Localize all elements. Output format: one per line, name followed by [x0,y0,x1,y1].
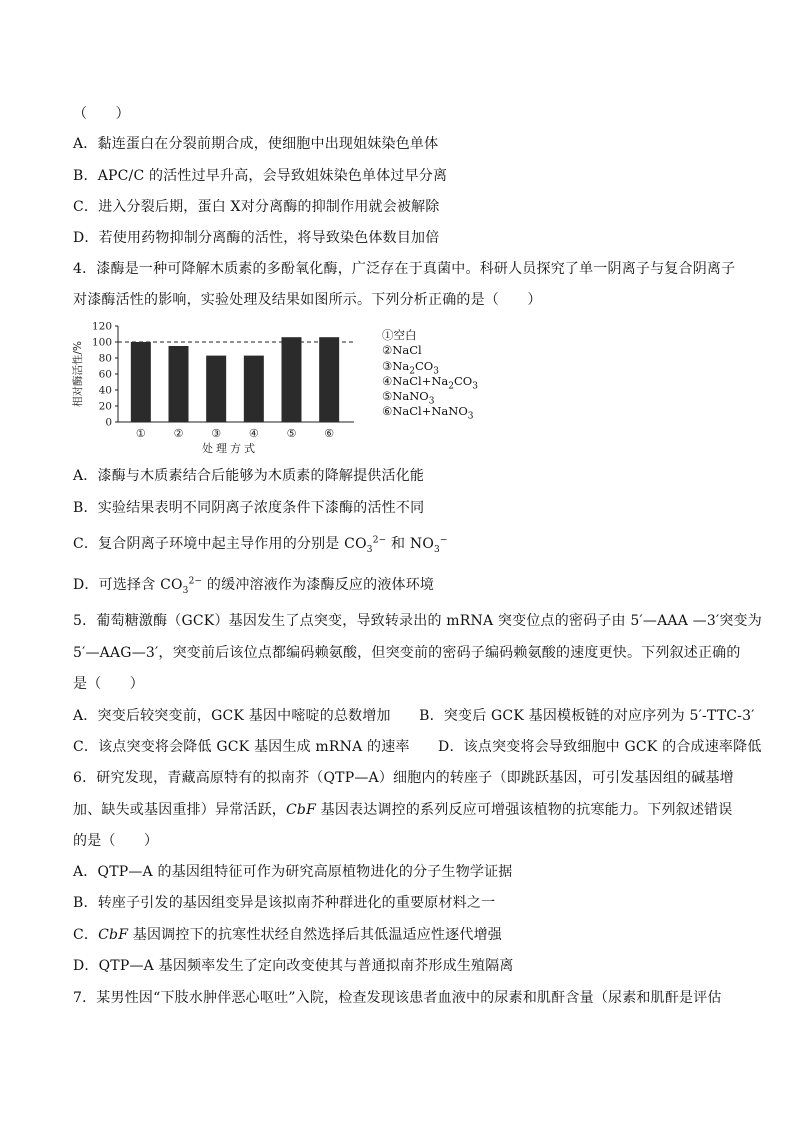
x-tick-label: ⑤ [286,427,297,440]
x-tick-label: ④ [248,427,259,440]
q3-d: D．若使用药物抑制分离酶的活性，将导致染色体数目加倍 [73,230,440,246]
q4-a: A．漆酶与木质素结合后能够为木质素的降解提供活化能 [73,468,425,484]
chart-legend [382,328,478,420]
q3-c: C．进入分裂后期，蛋白 X对分离酶的抑制作用就会被解除 [73,199,440,215]
y-tick-label: 120 [91,320,112,333]
q5-stem2: 5′—AAG—3′，突变前后该位点都编码赖氨酸，但突变前的密码子编码赖氨酸的速度更快。下列叙述正确的 [73,645,741,661]
q3-a: A．黏连蛋白在分裂前期合成，使细胞中出现姐妹染色单体 [73,136,439,152]
q4-stem2: 对漆酶活性的影响，实验处理及结果如图所示。下列分析正确的是（ ） [73,292,542,308]
q6-d: D．QTP—A 基因频率发生了定向改变使其与普通拟南芥形成生殖隔离 [73,958,514,974]
legend-item-5: ⑤NaNO$_3$ [382,389,435,407]
q5-ab: A．突变后较突变前，GCK 基因中嘧啶的总数增加 B．突变后 GCK 基因模板链的对应序列为 5′-TTC-3′ [73,708,755,724]
legend-item-6: ⑥NaCl+NaNO$_3$ [382,404,474,422]
q6-stem1: 6．研究发现，青藏高原特有的拟南芥（QTP—A）细胞内的转座子（即跳跃基因，可引发基因组的碱基增 [73,770,734,786]
bar-chart-svg [72,316,372,458]
y-tick-label: 40 [98,384,112,397]
bar-2 [169,346,189,422]
q5-cd: C．该点突变将会降低 GCK 基因生成 mRNA 的速率 D．该点突变将会导致细胞中 GCK 的合成速率降低 [73,739,762,755]
enzyme-activity-chart [72,316,482,458]
y-tick-label: 20 [98,400,112,413]
bar-4 [244,356,264,422]
x-tick-label: ③ [211,427,222,440]
q4-c: C．复合阴离子环境中起主导作用的分别是 $CO_3^{2-}$ 和 $NO_3^-$ [73,535,448,555]
legend-item-1: ①空白 [382,328,417,342]
q4-b: B．实验结果表明不同阴离子浓度条件下漆酶的活性不同 [73,500,425,516]
q4-stem1: 4．漆酶是一种可降解木质素的多酚氧化酶，广泛存在于真菌中。科研人员探究了单一阴离子与复合阴离子 [73,261,736,277]
q3-b: B．APC/C 的活性过早升高，会导致姐妹染色单体过早分离 [73,168,448,184]
q6-stem2: 加、缺失或基因重排）异常活跃，CbF 基因表达调控的系列反应可增强该植物的抗寒能力。下列叙述错误 [73,802,733,818]
x-tick-label: ① [135,427,146,440]
legend-item-3: $③Na_2CO_3$ [382,358,439,376]
y-tick-label: 0 [105,416,112,429]
q7-stem1: 7．某男性因“下肢水肿伴恶心呕吐”入院，检查发现该患者血液中的尿素和肌酐含量（尿素和肌酐是评估 [73,990,722,1006]
q6-b: B．转座子引发的基因组变异是该拟南芥种群进化的重要原材料之一 [73,895,496,911]
legend-item-2: ②NaCl [382,343,422,358]
q6-stem3: 的是（ ） [73,833,159,849]
bar-1 [131,342,151,422]
y-axis-label: 相对酶活性/% [72,340,84,408]
q5-stem1: 5．葡萄糖激酶（GCK）基因发生了点突变，导致转录出的 mRNA 突变位点的密码子由 5′—AAA —3′突变为 [73,613,762,629]
legend-item-4: $④NaCl+Na_2CO_3$ [382,373,478,392]
y-tick-label: 80 [98,352,112,365]
x-axis-label: 处理方式 [202,442,258,455]
y-tick-label: 100 [91,336,112,349]
bar-5 [282,337,302,422]
q6-c: C．CbF 基因调控下的抗寒性状经自然选择后其低温适应性逐代增强 [73,927,502,943]
x-tick-label: ② [173,427,184,440]
y-tick-label: 60 [98,368,112,381]
q6-a: A．QTP—A 的基因组特征可作为研究高原植物进化的分子生物学证据 [73,864,513,880]
q5-stem3: 是（ ） [73,676,144,692]
x-tick-label: ⑥ [324,427,335,440]
q4-d: D．可选择含 $CO_3^{2-}$ 的缓冲溶液作为漆酶反应的液体环境 [73,576,435,596]
bar-3 [206,356,226,422]
bar-6 [319,337,339,422]
q3-paren: （ ） [73,106,130,122]
